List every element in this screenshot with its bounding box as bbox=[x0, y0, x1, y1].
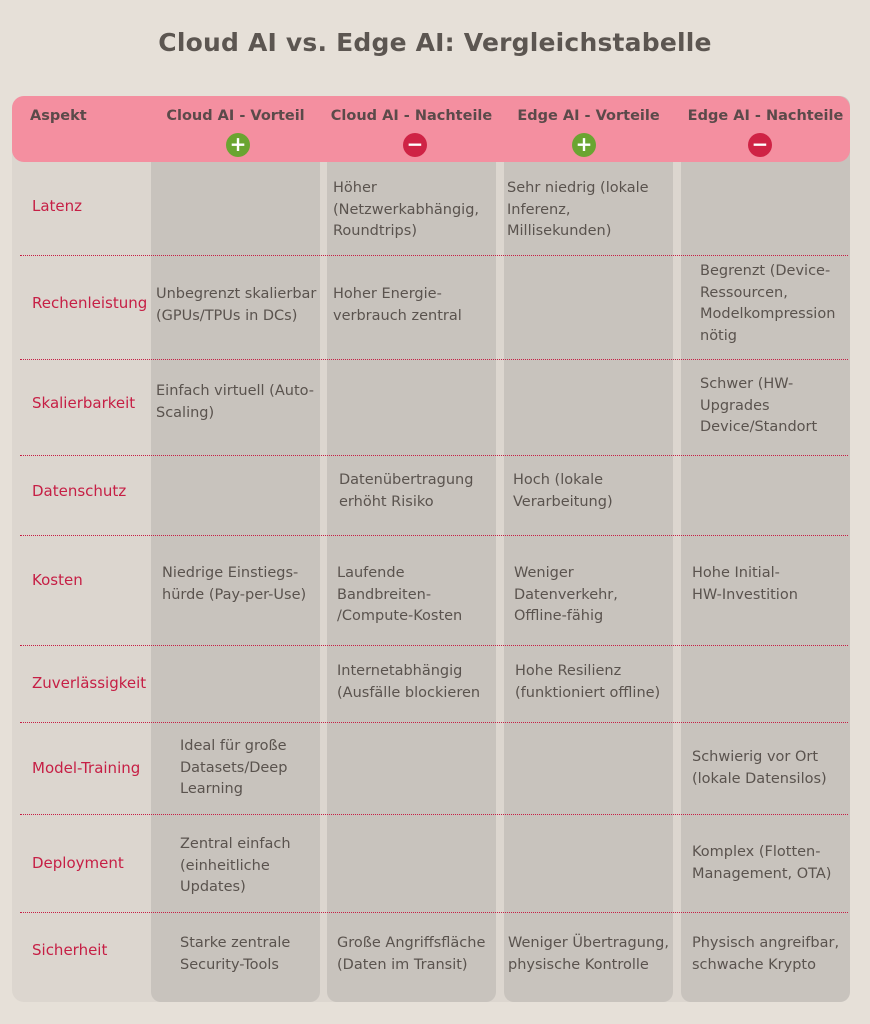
aspect-sicherheit: Sicherheit bbox=[32, 941, 108, 959]
row-divider bbox=[20, 455, 848, 456]
cell-datenschutz-cloud-con: Datenübertragung erhöht Risiko bbox=[339, 472, 474, 510]
aspect-rechenleistung: Rechenleistung bbox=[32, 294, 148, 312]
aspect-kosten: Kosten bbox=[32, 571, 83, 589]
header-edge-pro: Edge AI - Vorteile bbox=[517, 108, 660, 124]
row-divider bbox=[20, 722, 848, 723]
cell-deployment-cloud-pro: Zentral einfach (einheitliche Updates) bbox=[180, 836, 291, 895]
cell-rechenleistung-cloud-pro: Unbegrenzt skalierbar (GPUs/TPUs in DCs) bbox=[156, 286, 317, 324]
header-edge-con: Edge AI - Nachteile bbox=[687, 108, 844, 124]
cell-deployment-edge-con: Komplex (Flotten- Management, OTA) bbox=[692, 844, 832, 882]
cell-kosten-edge-con: Hohe Initial- HW-Investition bbox=[692, 565, 798, 603]
minus-icon: − bbox=[403, 133, 427, 157]
cell-skalierbarkeit-cloud-pro: Einfach virtuell (Auto- Scaling) bbox=[156, 383, 314, 421]
aspect-datenschutz: Datenschutz bbox=[32, 482, 127, 500]
cell-model-training-edge-con: Schwierig vor Ort (lokale Datensilos) bbox=[692, 749, 827, 787]
header-cloud-pro: Cloud AI - Vorteil bbox=[166, 108, 305, 124]
cell-skalierbarkeit-edge-con: Schwer (HW- Upgrades Device/Standort bbox=[700, 376, 818, 435]
cell-zuverlaessigkeit-cloud-con: Internetabhängig (Ausfälle blockieren bbox=[337, 663, 481, 701]
cell-sicherheit-cloud-pro: Starke zentrale Security-Tools bbox=[180, 935, 291, 973]
page-title: Cloud AI vs. Edge AI: Vergleichstabelle bbox=[158, 28, 712, 57]
cell-sicherheit-edge-con: Physisch angreifbar, schwache Krypto bbox=[692, 935, 840, 973]
table-header bbox=[12, 96, 850, 162]
row-divider bbox=[20, 814, 848, 815]
aspect-latenz: Latenz bbox=[32, 197, 83, 215]
plus-icon: + bbox=[226, 133, 250, 157]
plus-icon: + bbox=[572, 133, 596, 157]
row-divider bbox=[20, 255, 848, 256]
row-divider bbox=[20, 912, 848, 913]
cell-sicherheit-edge-pro: Weniger Übertragung, physische Kontrolle bbox=[508, 935, 669, 973]
cell-datenschutz-edge-pro: Hoch (lokale Verarbeitung) bbox=[513, 472, 613, 510]
aspect-skalierbarkeit: Skalierbarkeit bbox=[32, 394, 136, 412]
cell-sicherheit-cloud-con: Große Angriffsfläche (Daten im Transit) bbox=[337, 935, 486, 973]
cell-kosten-edge-pro: Weniger Datenverkehr, Offline-fähig bbox=[514, 565, 618, 624]
cell-latenz-cloud-con: Höher (Netzwerkabhängig, Roundtrips) bbox=[333, 180, 480, 239]
header-cloud-con: Cloud AI - Nachteile bbox=[330, 108, 493, 124]
cell-rechenleistung-cloud-con: Hoher Energie- verbrauch zentral bbox=[333, 286, 462, 324]
aspect-model-training: Model-Training bbox=[32, 759, 141, 777]
aspect-zuverlaessigkeit: Zuverlässigkeit bbox=[32, 674, 147, 692]
cell-latenz-edge-pro: Sehr niedrig (lokale Inferenz, Millisekunden) bbox=[507, 180, 649, 239]
cell-model-training-cloud-pro: Ideal für große Datasets/Deep Learning bbox=[180, 738, 288, 797]
row-divider bbox=[20, 535, 848, 536]
aspect-deployment: Deployment bbox=[32, 854, 124, 872]
header-aspect: Aspekt bbox=[30, 108, 87, 124]
row-divider bbox=[20, 359, 848, 360]
cell-zuverlaessigkeit-edge-pro: Hohe Resilienz (funktioniert offline) bbox=[515, 663, 661, 701]
cell-rechenleistung-edge-con: Begrenzt (Device- Ressourcen, Modelkompression nötig bbox=[700, 263, 836, 344]
cell-kosten-cloud-con: Laufende Bandbreiten- /Compute-Kosten bbox=[337, 565, 463, 624]
minus-icon: − bbox=[748, 133, 772, 157]
cell-kosten-cloud-pro: Niedrige Einstiegs- hürde (Pay-per-Use) bbox=[162, 565, 307, 603]
row-divider bbox=[20, 645, 848, 646]
